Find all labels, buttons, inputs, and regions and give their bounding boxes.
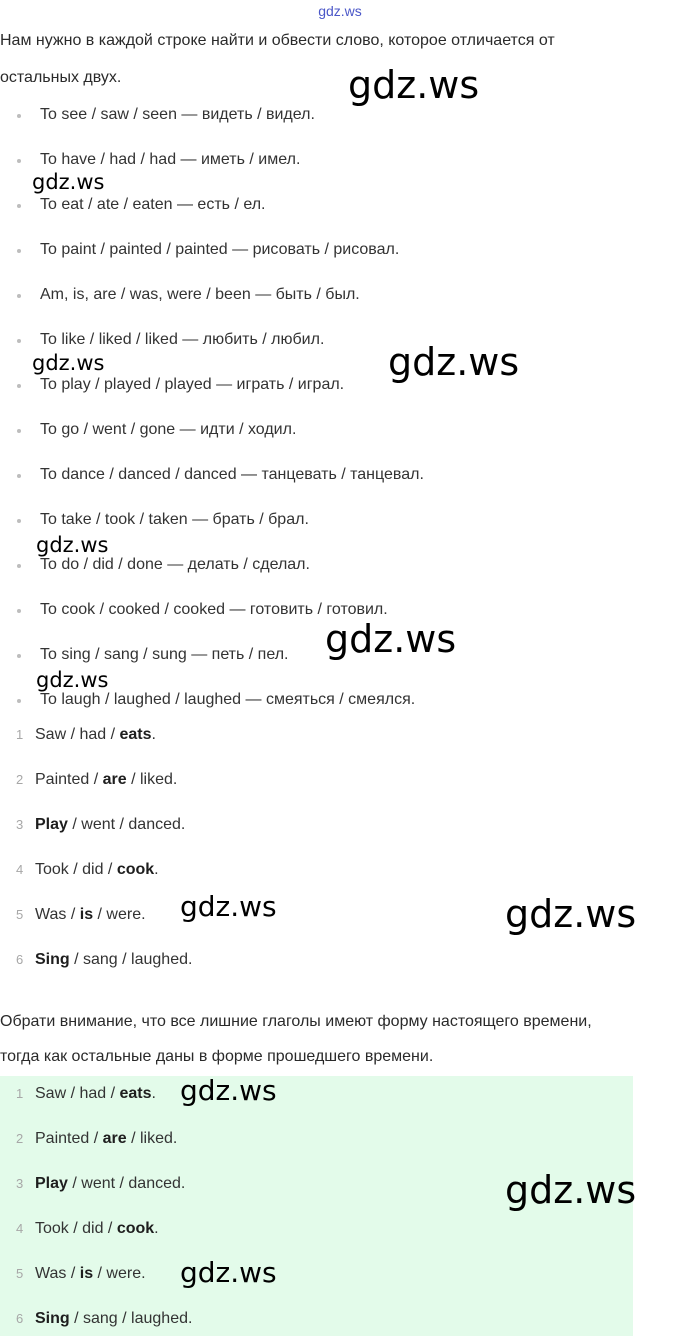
answer-item: 6 Sing / sang / laughed. bbox=[16, 951, 193, 968]
bullet-dot-icon bbox=[17, 294, 21, 298]
bullet-dot-icon bbox=[17, 564, 21, 568]
watermark: gdz.ws bbox=[36, 668, 109, 692]
watermark: gdz.ws bbox=[180, 1256, 277, 1289]
watermark: gdz.ws bbox=[36, 533, 109, 557]
answer-item: 4 Took / did / cook. bbox=[16, 1220, 159, 1237]
bullet-dot-icon bbox=[17, 519, 21, 523]
answer-item: 5 Was / is / were. bbox=[16, 1265, 146, 1282]
watermark: gdz.ws bbox=[32, 170, 105, 194]
bullet-dot-icon bbox=[17, 339, 21, 343]
watermark: gdz.ws bbox=[388, 340, 520, 384]
watermark: gdz.ws bbox=[348, 63, 480, 107]
note-line-2: тогда как остальные даны в форме прошедшего времени. bbox=[0, 1048, 434, 1065]
watermark: gdz.ws bbox=[32, 351, 105, 375]
answer-item: 2 Painted / are / liked. bbox=[16, 771, 178, 788]
bullet-dot-icon bbox=[17, 249, 21, 253]
bullet-dot-icon bbox=[17, 654, 21, 658]
note-line-1: Обрати внимание, что все лишние глаголы имеют форму настоящего времени, bbox=[0, 1013, 592, 1030]
intro-line-1: Нам нужно в каждой строке найти и обвести слово, которое отличается от bbox=[0, 32, 555, 49]
watermark: gdz.ws bbox=[505, 892, 637, 936]
bullet-dot-icon bbox=[17, 159, 21, 163]
answer-item: 6 Sing / sang / laughed. bbox=[16, 1310, 193, 1327]
bullet-dot-icon bbox=[17, 114, 21, 118]
bullet-dot-icon bbox=[17, 384, 21, 388]
bullet-dot-icon bbox=[17, 429, 21, 433]
watermark: gdz.ws bbox=[325, 617, 457, 661]
watermark: gdz.ws bbox=[505, 1168, 637, 1212]
answer-item: 1 Saw / had / eats. bbox=[16, 1085, 156, 1102]
answer-item: 3 Play / went / danced. bbox=[16, 816, 186, 833]
answer-item: 4 Took / did / cook. bbox=[16, 861, 159, 878]
site-mark: gdz.ws bbox=[318, 3, 362, 19]
watermark: gdz.ws bbox=[180, 1074, 277, 1107]
answer-item: 5 Was / is / were. bbox=[16, 906, 146, 923]
watermark: gdz.ws bbox=[180, 890, 277, 923]
answer-item: 3 Play / went / danced. bbox=[16, 1175, 186, 1192]
intro-line-2: остальных двух. bbox=[0, 69, 122, 86]
answer-item: 1 Saw / had / eats. bbox=[16, 726, 156, 743]
bullet-dot-icon bbox=[17, 609, 21, 613]
bullet-dot-icon bbox=[17, 699, 21, 703]
bullet-dot-icon bbox=[17, 474, 21, 478]
bullet-dot-icon bbox=[17, 204, 21, 208]
answer-item: 2 Painted / are / liked. bbox=[16, 1130, 178, 1147]
